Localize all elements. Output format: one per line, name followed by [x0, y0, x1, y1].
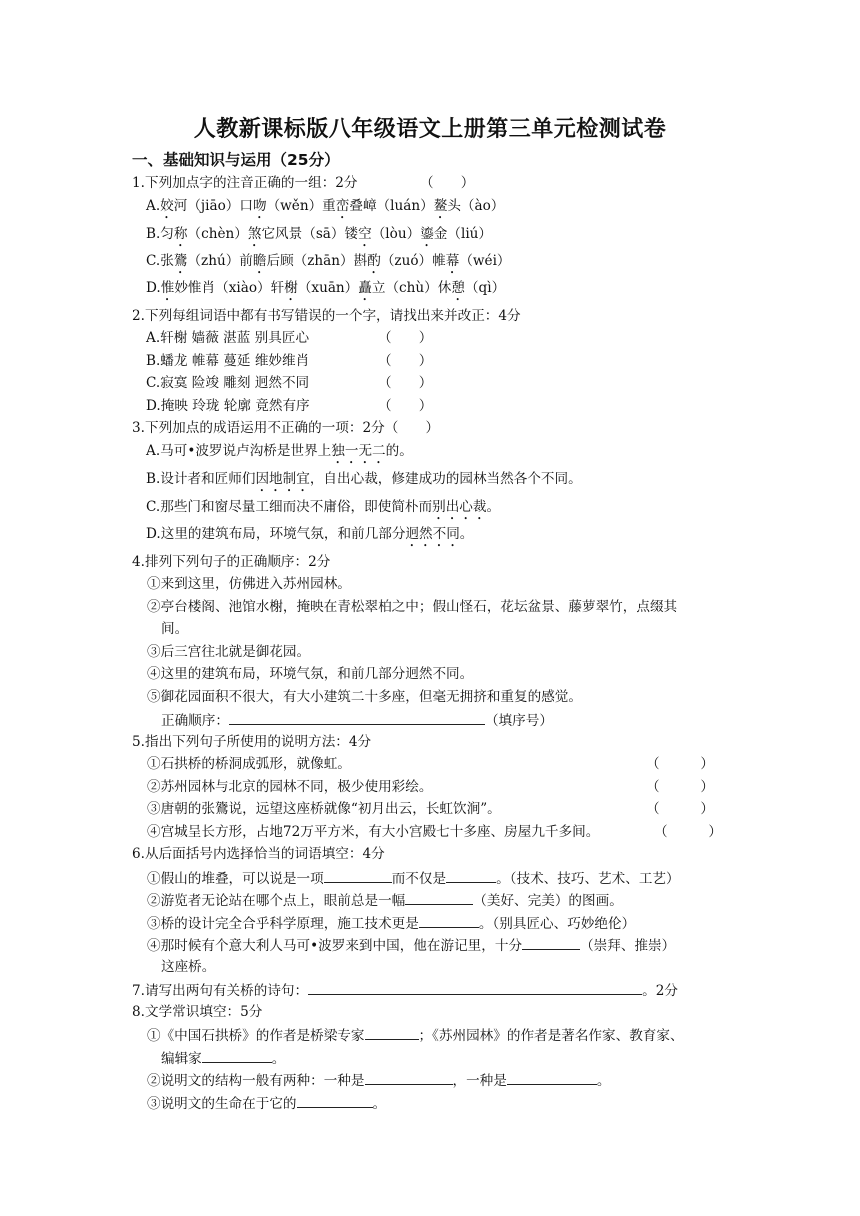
question-4-sentence-5: ⑤御花园面积不很大，有大小建筑二十多座，但毫无拥挤和重复的感觉。 [147, 689, 582, 705]
answer-blank[interactable] [419, 912, 479, 928]
question-2-option-c: C.寂寞 险竣 雕刻 迥然不同 [146, 375, 310, 391]
question-2-option-b: B.蟠龙 帷幕 蔓延 维妙维肖 [146, 353, 310, 369]
question-4-sentence-1: ①来到这里，仿佛进入苏州园林。 [147, 576, 351, 592]
question-5-stem: 5.指出下列句子所使用的说明方法：4分 [132, 734, 372, 750]
question-5-paren-2: （ ） [646, 779, 714, 795]
question-3-option-b: B.设计者和匠师们因地制宜，自出心裁，修建成功的园林当然各个不同。 [146, 471, 582, 487]
answer-blank[interactable] [507, 1069, 597, 1085]
question-6-item-1: ①假山的堆叠，可以说是一项 而不仅是 。（技术、技巧、艺术、工艺） [147, 867, 680, 889]
question-6-item-3: ③桥的设计完全合乎科学原理，施工技术更是 。（别具匠心、巧妙绝伦） [147, 912, 635, 934]
answer-blank[interactable] [202, 1047, 272, 1063]
question-6-item-4-cont: 这座桥。 [161, 959, 216, 975]
question-5-sentence-3: ③唐朝的张鷟说，远望这座桥就像“初月出云，长虹饮涧”。 [147, 801, 501, 817]
question-6-stem: 6.从后面括号内选择恰当的词语填空：4分 [132, 846, 385, 862]
question-5-sentence-4: ④宫城呈长方形，占地72万平方米，有大小宫殿七十多座、房屋九千多间。 [147, 824, 600, 840]
question-2-stem: 2.下列每组词语中都有书写错误的一个字，请找出来并改正：4分 [132, 308, 521, 324]
answer-blank[interactable] [365, 1069, 453, 1085]
question-2-paren-c: （ ） [378, 375, 433, 391]
answer-blank[interactable] [229, 709, 485, 725]
question-1-answer-paren: （ ） [420, 175, 475, 191]
question-8-item-3: ③说明文的生命在于它的 。 [147, 1092, 386, 1114]
question-2-paren-d: （ ） [378, 398, 433, 414]
question-3-option-d: D.这里的建筑布局，环境气氛，和前几部分迥然不同。 [146, 526, 474, 542]
question-8-item-1-cont: 编辑家 。 [161, 1047, 285, 1069]
answer-blank[interactable] [297, 1092, 373, 1108]
question-5-sentence-1: ①石拱桥的桥洞成弧形，就像虹。 [147, 756, 351, 772]
question-6-item-4: ④那时候有个意大利人马可•波罗来到中国，他在游记里，十分 （崇拜、推崇） [147, 934, 675, 956]
question-4-sentence-3: ③后三宫往北就是御花园。 [147, 644, 311, 660]
question-5-paren-4: （ ） [654, 824, 722, 840]
question-1-option-b: B.匀称（chèn）煞它风景（sā）镂空（lòu）鎏金（liú） [146, 226, 493, 242]
question-3-option-c: C.那些门和窗尽量工细而决不庸俗，即使简朴而别出心裁。 [146, 499, 501, 515]
question-1-stem: 1.下列加点字的注音正确的一组：2分 [132, 175, 358, 191]
question-2-option-a: A.轩榭 嫱薇 湛蓝 别具匠心 [146, 330, 310, 346]
answer-blank[interactable] [308, 979, 642, 995]
question-6-item-2: ②游览者无论站在哪个点上，眼前总是一幅 （美好、完美）的图画。 [147, 889, 623, 911]
question-2-paren-b: （ ） [378, 353, 433, 369]
question-1-option-d: D.惟妙惟肖（xiào）轩榭（xuān）矗立（chù）休憩（qì） [146, 280, 506, 296]
question-2-paren-a: （ ） [378, 330, 433, 346]
answer-blank[interactable] [365, 1024, 419, 1040]
answer-blank[interactable] [324, 867, 392, 883]
question-1-option-a: A.姣河（jiāo）口吻（wěn）重峦叠嶂（luán）鳌头（ào） [146, 198, 505, 214]
answer-blank[interactable] [522, 934, 580, 950]
question-5-sentence-2: ②苏州园林与北京的园林不同，极少使用彩绘。 [147, 779, 433, 795]
question-4-sentence-2-cont: 间。 [161, 621, 189, 637]
question-5-paren-1: （ ） [646, 756, 714, 772]
question-5-paren-3: （ ） [646, 801, 714, 817]
question-4-sentence-4: ④这里的建筑布局，环境气氛，和前几部分迥然不同。 [147, 666, 474, 682]
question-8-stem: 8.文学常识填空：5分 [132, 1004, 263, 1020]
question-3-stem: 3.下列加点的成语运用不正确的一项：2分（ ） [132, 420, 440, 436]
page-title: 人教新课标版八年级语文上册第三单元检测试卷 [193, 117, 667, 142]
question-4-stem: 4.排列下列句子的正确顺序：2分 [132, 554, 331, 570]
question-7-stem: 7.请写出两句有关桥的诗句： 。2分 [132, 979, 678, 1001]
answer-blank[interactable] [405, 889, 473, 905]
answer-blank[interactable] [446, 867, 496, 883]
section-heading: 一、基础知识与运用（25分） [132, 151, 340, 169]
question-8-item-1: ①《中国石拱桥》的作者是桥梁专家 ；《苏州园林》的作者是著名作家、教育家、 [147, 1024, 684, 1046]
question-3-option-a: A.马可•波罗说卢沟桥是世界上独一无二的。 [146, 443, 413, 459]
question-2-option-d: D.掩映 玲珑 轮廓 竟然有序 [146, 398, 310, 414]
question-8-item-2: ②说明文的结构一般有两种：一种是 ，一种是 。 [147, 1069, 610, 1091]
question-4-sentence-2: ②亭台楼阁、池馆水榭，掩映在青松翠柏之中；假山怪石，花坛盆景、藤萝翠竹，点缀其 [147, 599, 678, 615]
question-1-option-c: C.张鷟（zhú）前瞻后顾（zhān）斟酌（zuó）帷幕（wéi） [146, 253, 511, 269]
question-4-answer-line: 正确顺序： （填序号） [161, 709, 553, 731]
